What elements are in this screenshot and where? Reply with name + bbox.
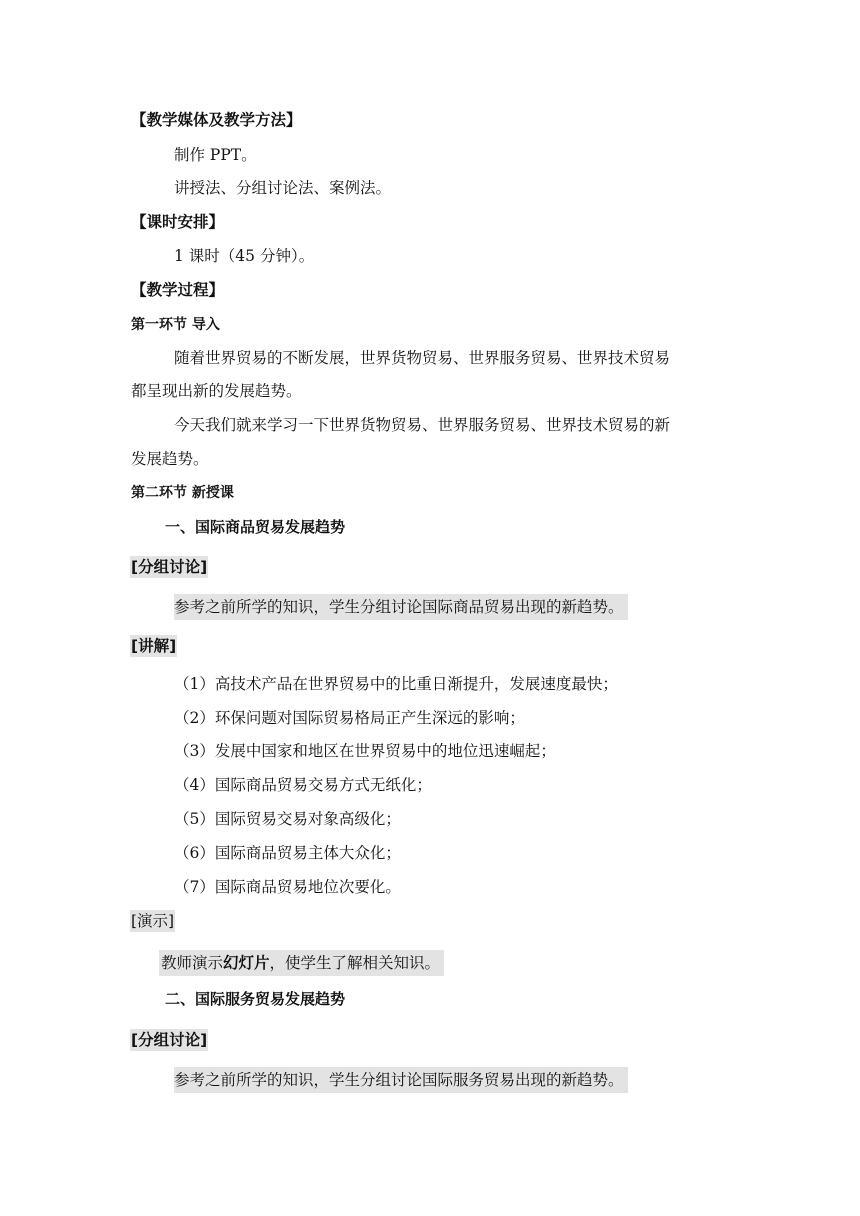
section2-title: 二、国际服务贸易发展趋势 — [165, 990, 346, 1008]
step1-paragraph-line: 都呈现出新的发展趋势。 — [131, 382, 302, 400]
step1-paragraph-line: 发展趋势。 — [131, 450, 209, 468]
schedule-line: 1 课时（45 分钟）。 — [174, 247, 315, 265]
section1-explain-tag: [讲解] — [131, 637, 177, 655]
media-line-methods: 讲授法、分组讨论法、案例法。 — [174, 179, 392, 197]
media-line-ppt: 制作 PPT。 — [174, 146, 257, 164]
process-heading: 【教学过程】 — [131, 281, 225, 299]
section1-demo-tag: [演示] — [131, 912, 175, 930]
section1-discuss-text: 参考之前所学的知识，学生分组讨论国际商品贸易出现的新趋势。 — [174, 594, 628, 620]
section1-point: （2）环保问题对国际贸易格局正产生深远的影响； — [174, 709, 525, 727]
demo-prefix: 教师演示 — [161, 954, 224, 972]
section1-title: 一、国际商品贸易发展趋势 — [165, 518, 346, 536]
section1-point: （5）国际贸易交易对象高级化； — [174, 810, 401, 828]
section2-discuss-text: 参考之前所学的知识，学生分组讨论国际服务贸易出现的新趋势。 — [174, 1067, 628, 1093]
schedule-heading: 【课时安排】 — [131, 213, 225, 231]
section1-point: （4）国际商品贸易交易方式无纸化； — [174, 776, 432, 794]
section1-point: （1）高技术产品在世界贸易中的比重日渐提升，发展速度最快； — [174, 675, 618, 693]
section1-demo-text — [159, 950, 444, 976]
demo-suffix: ，使学生了解相关知识。 — [269, 954, 441, 972]
step1-paragraph-line: 今天我们就来学习一下世界货物贸易、世界服务贸易、世界技术贸易的新 — [174, 416, 671, 434]
section1-point: （6）国际商品贸易主体大众化； — [174, 844, 401, 862]
demo-bold-slides: 幻灯片 — [223, 954, 270, 972]
section1-point: （3）发展中国家和地区在世界贸易中的地位迅速崛起； — [174, 742, 556, 760]
step1-paragraph-line: 随着世界贸易的不断发展，世界货物贸易、世界服务贸易、世界技术贸易 — [174, 349, 671, 367]
section2-discuss-tag: [分组讨论] — [131, 1031, 208, 1049]
step1-heading: 第一环节 导入 — [131, 317, 220, 333]
media-heading: 【教学媒体及教学方法】 — [131, 111, 302, 129]
step2-heading: 第二环节 新授课 — [131, 485, 234, 501]
section1-point: （7）国际商品贸易地位次要化。 — [174, 878, 401, 896]
section1-discuss-tag: [分组讨论] — [131, 558, 208, 576]
